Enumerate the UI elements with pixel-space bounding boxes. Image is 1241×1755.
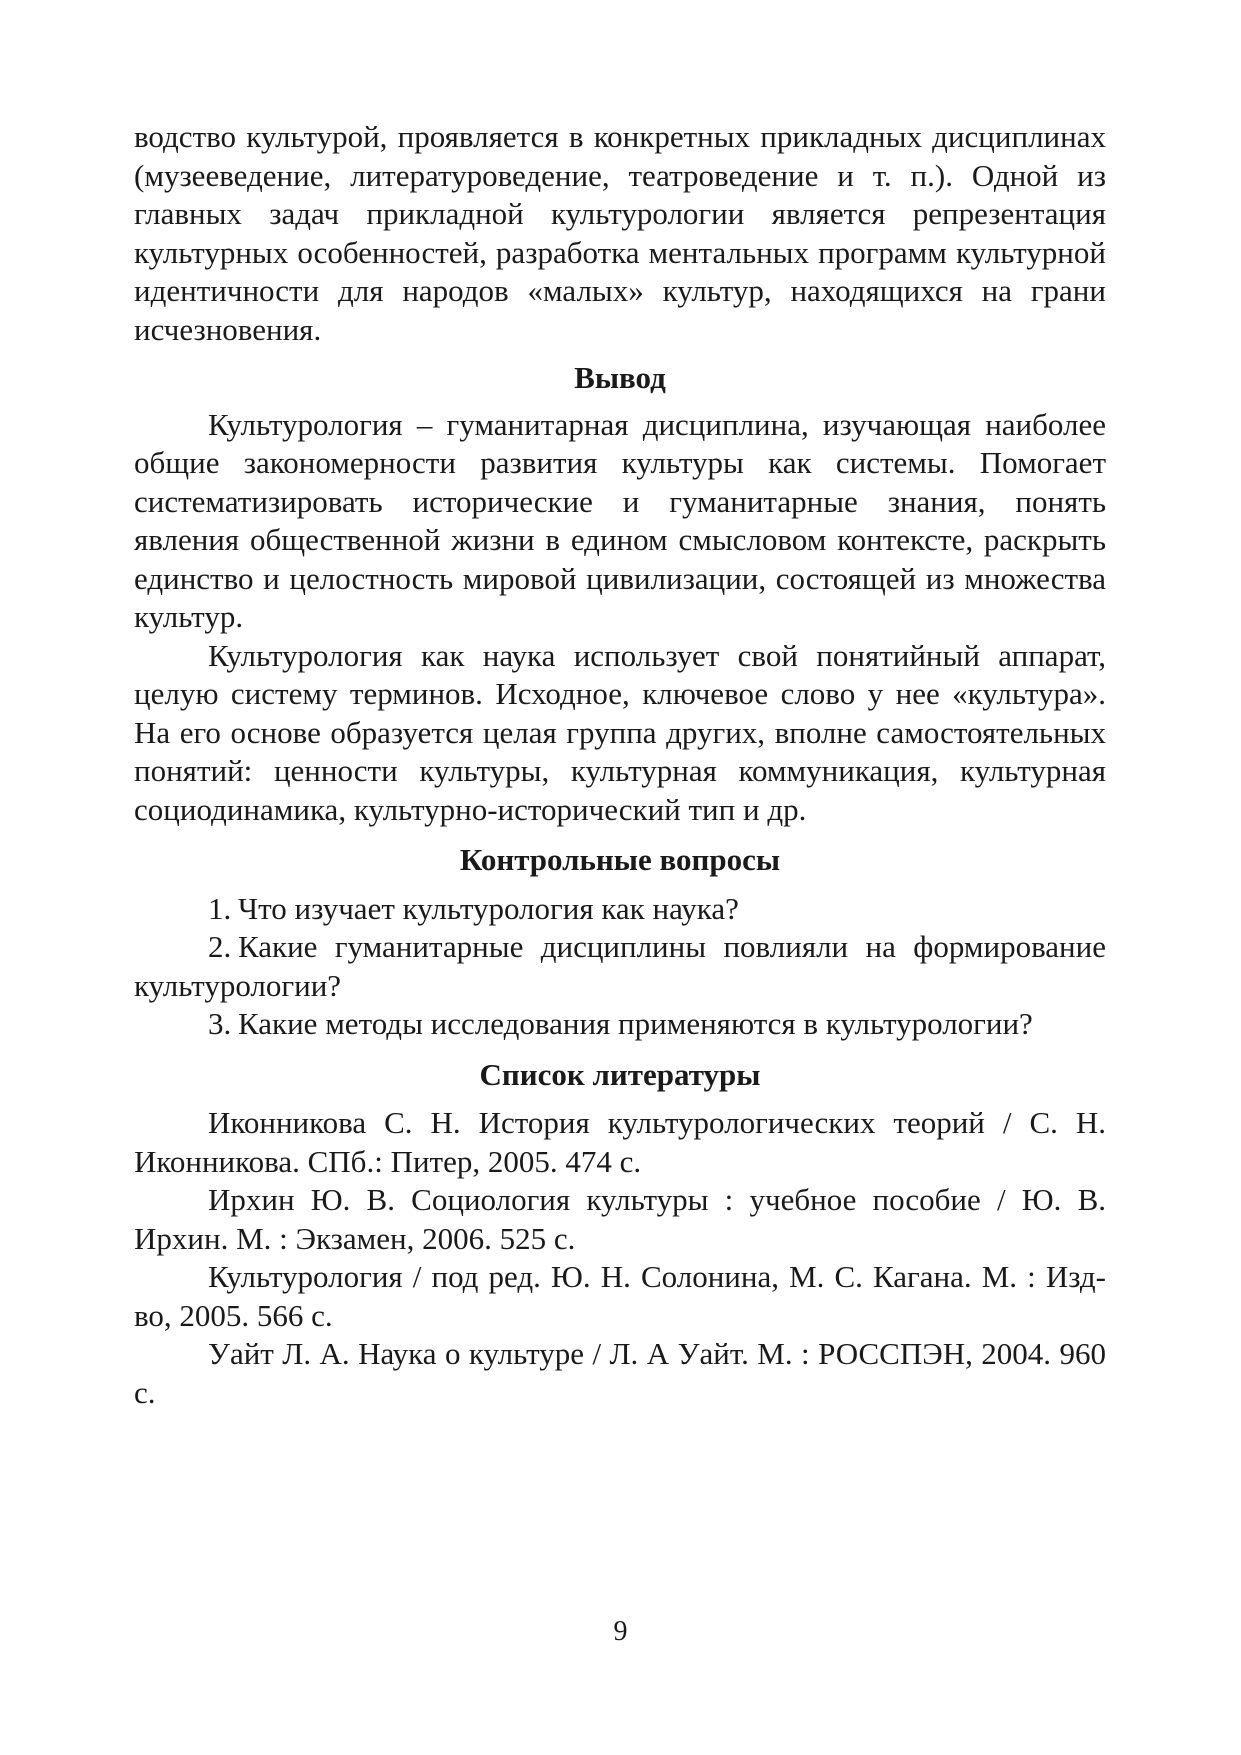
- literature-item-2: Ирхин Ю. В. Социология культуры : учебное пособие / Ю. В. Ирхин. М. : Экзамен, 2006. 525 с.: [134, 1182, 1106, 1256]
- question-text: Какие методы исследования применяются в культурологии?: [238, 1006, 1033, 1041]
- literature-item-4: Уайт Л. А. Наука о культуре / Л. А Уайт. М. : РОССПЭН, 2004. 960 с.: [134, 1336, 1106, 1410]
- conclusion-paragraph-2: Культурология как наука использует свой понятийный аппарат, целую систему терминов. Исходное, ключевое слово у нее «культура». На его основе образуется целая группа других, вполне самостоятельных понятий: ценности культуры, культурная коммуникация, культурная социодинамика, культурно-исторический тип и др.: [134, 637, 1106, 827]
- question-text: Что изучает культурология как наука?: [238, 890, 739, 926]
- page-body: [134, 118, 1106, 1412]
- conclusion-paragraph-1: Культурология – гуманитарная дисциплина, изучающая наиболее общие закономерности развития культуры как системы. Помогает систематизировать исторические и гуманитарные знания, понять явления общественной жизни в едином смысловом контексте, раскрыть единство и целостность мировой цивилизации, состоящей из множества культур.: [134, 406, 1106, 634]
- question-text: Какие гуманитарные дисциплины повлияли на формирование культурологии?: [134, 929, 1106, 1003]
- conclusion-heading: Вывод: [574, 360, 666, 395]
- literature-item-1: Иконникова С. Н. История культурологических теорий / С. Н. Иконникова. СПб.: Питер, 2005. 474 с.: [134, 1105, 1106, 1179]
- question-number: 3.: [208, 1006, 232, 1041]
- question-item-1: [134, 890, 1106, 929]
- literature-heading: Список литературы: [479, 1056, 761, 1092]
- question-number: 1.: [208, 890, 232, 926]
- question-number: 2.: [208, 929, 232, 964]
- question-item-3: [134, 1005, 1106, 1044]
- page-number: 9: [613, 1616, 628, 1647]
- literature-item-3: Культурология / под ред. Ю. Н. Солонина, М. С. Кагана. М. : Изд-во, 2005. 566 с.: [134, 1259, 1106, 1333]
- questions-heading: Контрольные вопросы: [459, 842, 781, 877]
- intro-paragraph: водство культурой, проявляется в конкретных прикладных дисциплинах (музееведение, литературоведение, театроведение и т. п.). Одной из главных задач прикладной культурологии является репрезентация культурных особенностей, разработка ментальных программ культурной идентичности для народов «малых» культур, находящихся на грани исчезновения.: [134, 119, 1106, 347]
- question-item-2: [134, 928, 1106, 1005]
